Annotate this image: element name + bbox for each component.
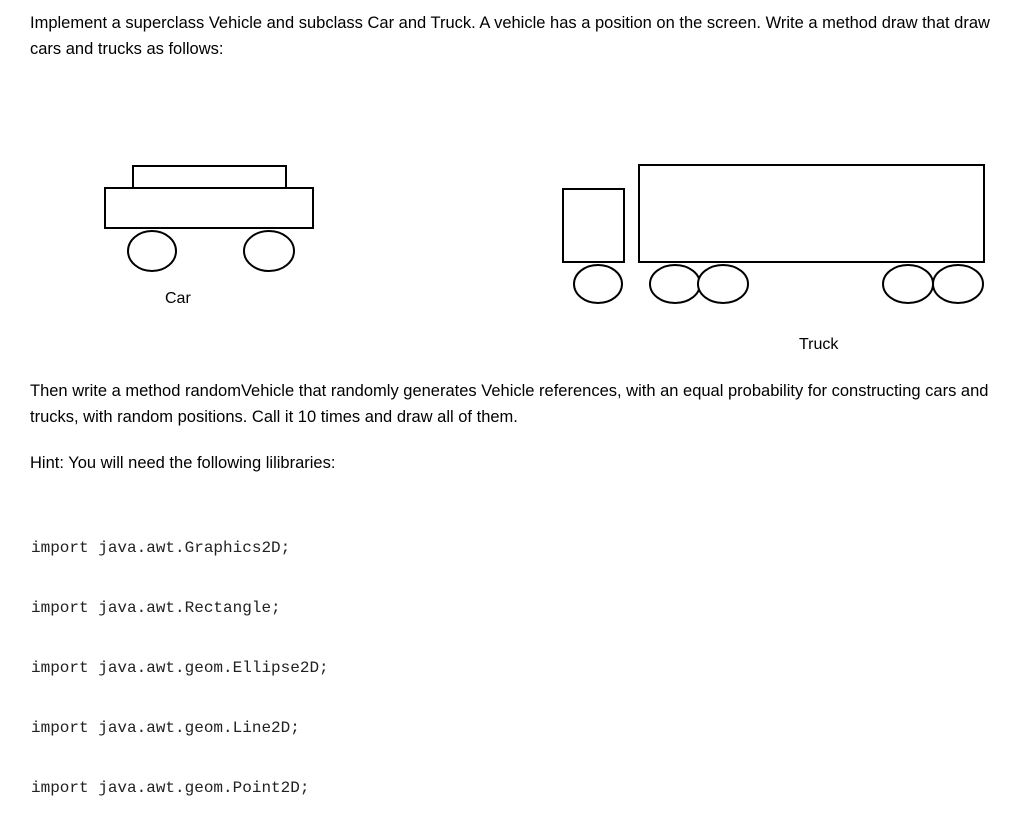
truck-rear-wheel-rear	[933, 265, 983, 303]
problem-random-vehicle-text: Then write a method randomVehicle that randomly generates Vehicle references, with an equal probability for constructing cars and trucks, with random positions. Call it 10 times and draw all of them.	[30, 382, 989, 426]
truck-middle-wheel-rear	[698, 265, 748, 303]
hint-text: Hint: You will need the following lilibraries:	[30, 454, 336, 472]
truck-rear-wheel-front	[883, 265, 933, 303]
car-body	[105, 188, 313, 228]
car-roof	[133, 166, 286, 188]
truck-label: Truck	[799, 336, 839, 353]
truck-cab	[563, 189, 624, 262]
truck-middle-wheel-front	[650, 265, 700, 303]
car-drawing	[105, 166, 313, 271]
import-line: import java.awt.geom.Ellipse2D;	[31, 659, 329, 677]
import-line: import java.awt.geom.Line2D;	[31, 719, 300, 737]
import-line: import java.awt.geom.Point2D;	[31, 779, 310, 797]
truck-cab-wheel	[574, 265, 622, 303]
imports-code-block	[31, 498, 329, 818]
car-label: Car	[165, 290, 191, 307]
import-line: import java.awt.Rectangle;	[31, 599, 281, 617]
problem-intro: Implement a superclass Vehicle and subclass Car and Truck. A vehicle has a position on the screen. Write a method draw that draw cars and trucks as follows:	[30, 14, 990, 58]
car-front-wheel	[128, 231, 176, 271]
car-rear-wheel	[244, 231, 294, 271]
truck-trailer	[639, 165, 984, 262]
truck-drawing	[563, 165, 984, 303]
import-line: import java.awt.Graphics2D;	[31, 539, 291, 557]
